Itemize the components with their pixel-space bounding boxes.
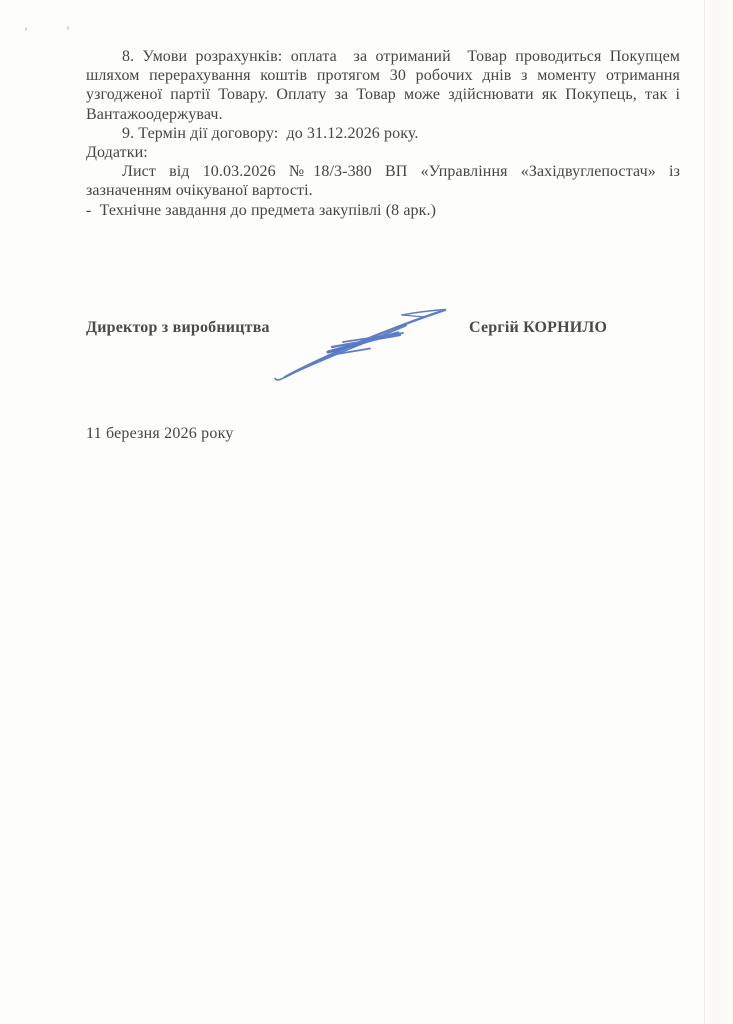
signatory-name: Сергій КОРНИЛО <box>469 319 608 336</box>
signature-ink <box>265 288 465 388</box>
scan-speck-left <box>25 27 28 31</box>
attachments-heading: Додатки: <box>86 144 148 162</box>
clause8-line: узгодженої партії Товару. Оплату за Товар може здійснювати як Покупець, так і <box>86 86 680 104</box>
document-date: 11 березня 2026 року <box>86 425 234 442</box>
attachment-technical-line: - Технічне завдання до предмета закупівлі (8 арк.) <box>86 201 437 219</box>
attachment-letter-line: Лист від 10.03.2026 №18/3-380 ВП «Управління «Західвуглепостач» із <box>122 163 680 181</box>
clause8-line: Вантажоодержувач. <box>86 105 223 123</box>
scan-edge-shadow <box>704 0 733 1024</box>
clause8-line: 8. Умови розрахунків: оплата за отриманий Товар проводиться Покупцем <box>122 48 680 65</box>
signatory-title: Директор з виробництва <box>86 319 270 336</box>
clause8-paragraph <box>86 47 680 124</box>
scan-speck-right <box>67 26 70 30</box>
clause8-line: шляхом перерахування коштів протягом 30 робочих днів з моменту отримання <box>86 67 680 85</box>
body-text <box>86 47 680 220</box>
attachment-letter-paragraph <box>86 162 680 200</box>
attachment-letter-line: зазначенням очікуваної вартості. <box>86 182 313 200</box>
clause9-line: 9. Термін дії договору: до 31.12.2026 року. <box>122 124 419 142</box>
